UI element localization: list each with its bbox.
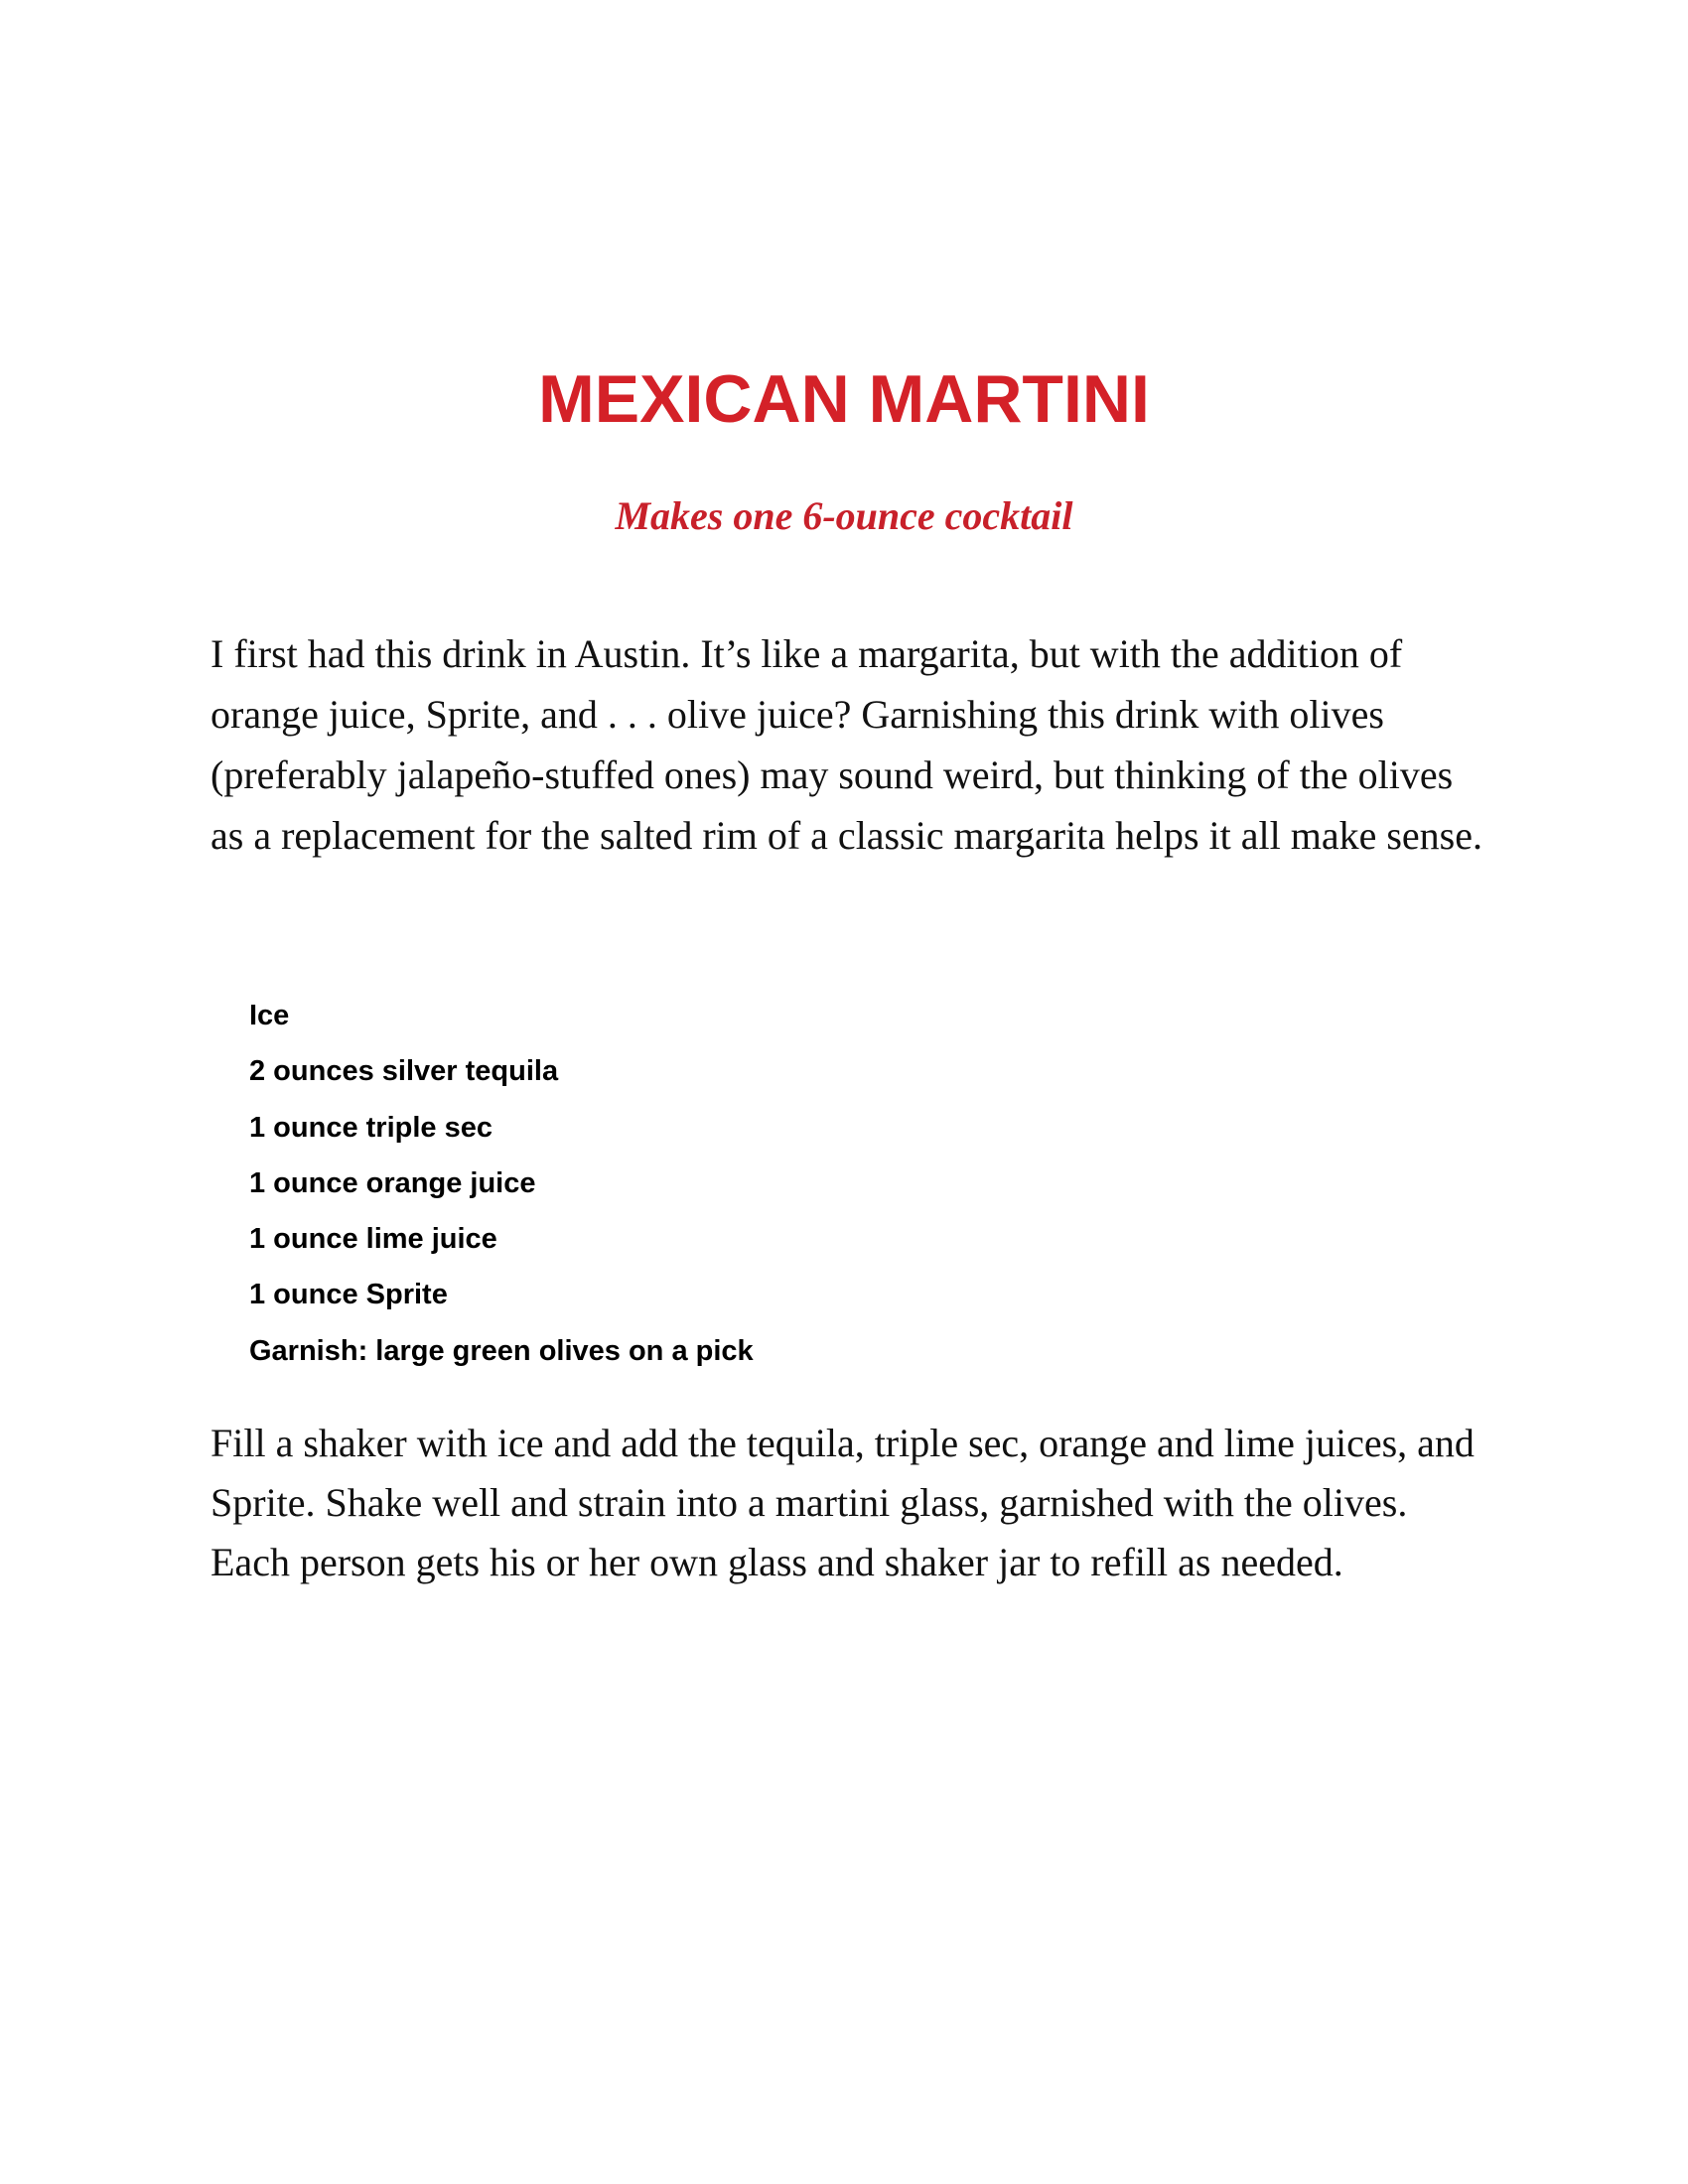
ingredient-list xyxy=(249,996,754,1387)
recipe-yield: Makes one 6-ounce cocktail xyxy=(615,493,1073,538)
ingredient-item: 2 ounces silver tequila xyxy=(249,1055,559,1088)
recipe-intro: I first had this drink in Austin. It’s like a margarita, but with the addition of orange juice, Sprite, and . . . olive juice? Garnishing this drink with olives (preferably jalapeño-stuffed ones) may sound weird, but thinking of the olives as a replacement for the salted rim of a classic margarita helps it all make sense. xyxy=(211,631,1482,858)
ingredient-item: 1 ounce Sprite xyxy=(249,1279,448,1311)
ingredient-item: Garnish: large green olives on a pick xyxy=(249,1334,754,1367)
recipe-title: MEXICAN MARTINI xyxy=(538,361,1150,437)
ingredient-item: 1 ounce lime juice xyxy=(249,1223,497,1256)
ingredient-item: 1 ounce triple sec xyxy=(249,1111,492,1144)
ingredient-item: Ice xyxy=(249,1000,290,1031)
ingredient-item: 1 ounce orange juice xyxy=(249,1166,536,1199)
recipe-method: Fill a shaker with ice and add the tequila, triple sec, orange and lime juices, and Sprite. Shake well and strain into a martini glass, garnished with the olives. Each person gets his or her own glass and shaker jar to refill as needed. xyxy=(211,1421,1475,1584)
